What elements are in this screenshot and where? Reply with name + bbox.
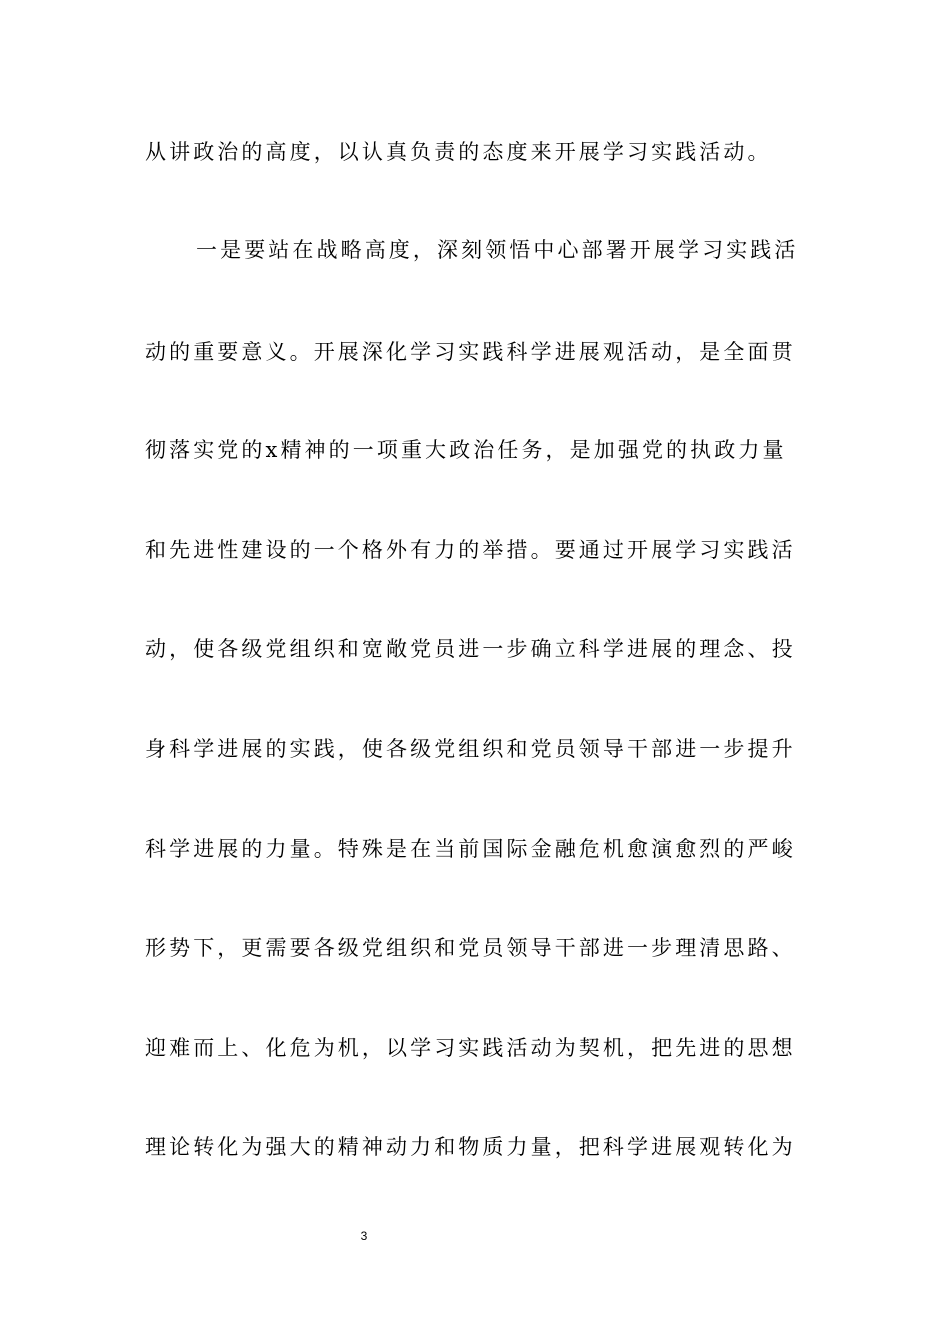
paragraph-line: 迎难而上、化危为机，以学习实践活动为契机，把先进的思想 <box>145 1036 796 1060</box>
paragraph-line: 身科学进展的实践，使各级党组织和党员领导干部进一步提升 <box>145 737 796 761</box>
paragraph-line: 形势下，更需要各级党组织和党员领导干部进一步理清思路、 <box>145 936 796 960</box>
paragraph-line: 理论转化为强大的精神动力和物质力量，把科学进展观转化为 <box>145 1135 796 1159</box>
paragraph-line: 一是要站在战略高度，深刻领悟中心部署开展学习实践活 <box>196 238 799 262</box>
paragraph-line: 和先进性建设的一个格外有力的举措。要通过开展学习实践活 <box>145 538 796 562</box>
paragraph-line: 科学进展的力量。特殊是在当前国际金融危机愈演愈烈的严峻 <box>145 837 796 861</box>
paragraph-line: 动，使各级党组织和宽敞党员进一步确立科学进展的理念、投 <box>145 637 796 661</box>
paragraph-line: 从讲政治的高度，以认真负责的态度来开展学习实践活动。 <box>145 140 772 164</box>
paragraph-line: 彻落实党的x精神的一项重大政治任务，是加强党的执政力量 <box>145 438 787 462</box>
page-number: 3 <box>360 1229 368 1243</box>
paragraph-line: 动的重要意义。开展深化学习实践科学进展观活动，是全面贯 <box>145 340 796 364</box>
